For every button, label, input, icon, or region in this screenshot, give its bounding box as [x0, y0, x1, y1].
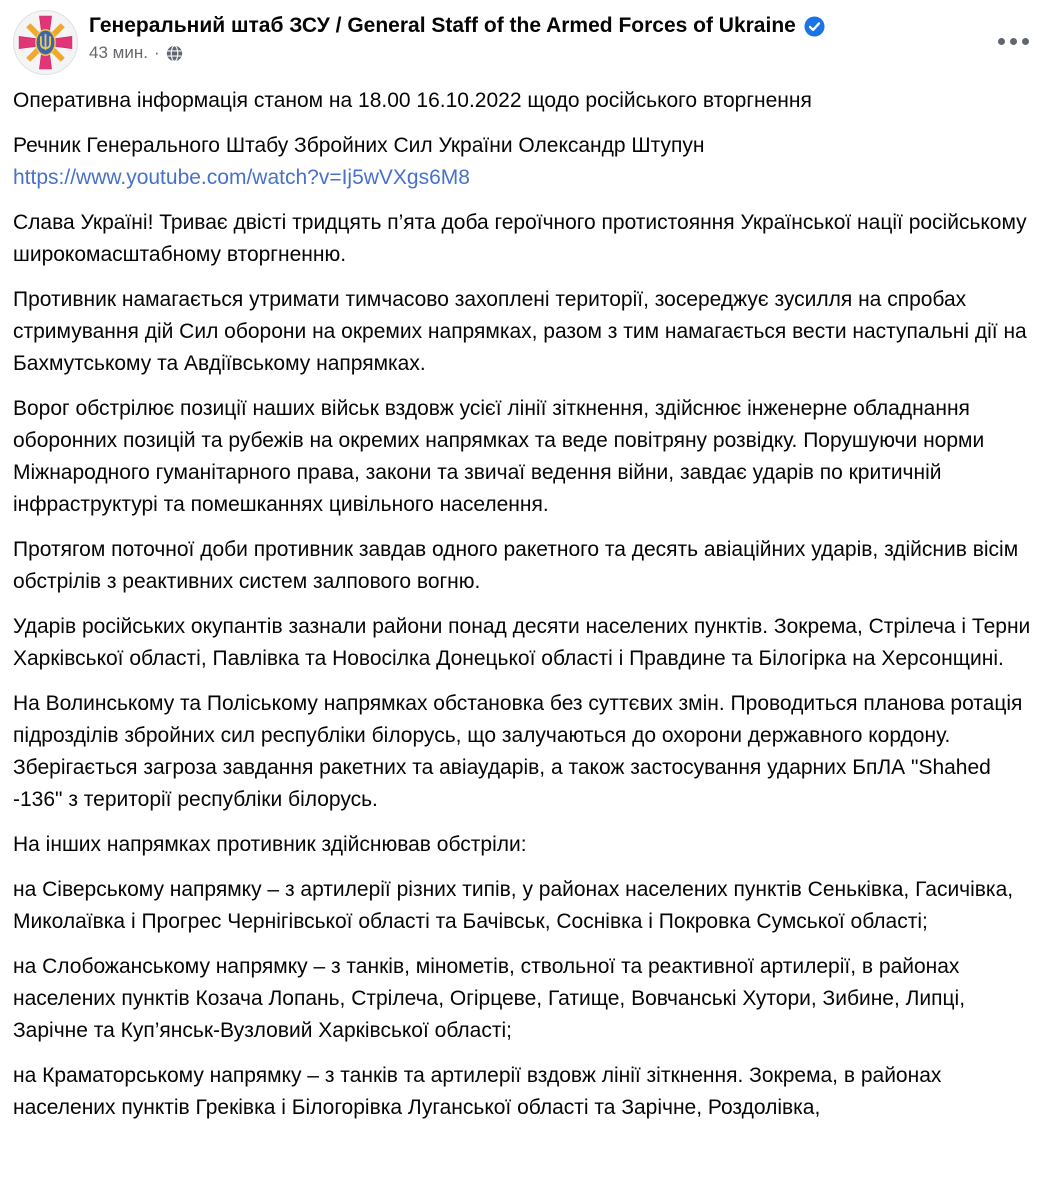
ellipsis-menu-icon [1010, 38, 1017, 45]
paragraph-text: На Волинському та Поліському напрямках обстановка без суттєвих змін. Проводиться планова ротація підрозділів збройних сил республіки білорусь, що залучаються до охорони державного кордону. Зберігається загроза завдання ракетних та авіаударів, а також застосування ударних БпЛА "Shahed -136" з території республіки білорусь. [13, 692, 1023, 811]
youtube-link[interactable]: https://www.youtube.com/watch?v=Ij5wVXgs6M8 [13, 166, 470, 189]
post-paragraph [13, 951, 1043, 1047]
post-paragraph [13, 85, 1043, 117]
post-paragraph [13, 874, 1043, 938]
paragraph-text: на Слобожанському напрямку – з танків, мінометів, ствольної та реактивної артилерії, в районах населених пунктів Козача Лопань, Стрілеча, Огірцеве, Гатище, Вовчанські Хутори, Зибине, Липці, Зарічне та Куп’янськ-Вузловий Харківської області; [13, 955, 966, 1042]
general-staff-emblem-icon [13, 10, 78, 75]
ellipsis-menu-icon [1022, 38, 1029, 45]
post-paragraph [13, 284, 1043, 380]
paragraph-text: Слава Україні! Триває двісті тридцять п’ята доба героїчного протистояння Української нації російському широкомасштабному вторгненню. [13, 211, 1027, 266]
paragraph-text: Речник Генерального Штабу Збройних Сил України Олександр Штупун [13, 134, 705, 157]
paragraph-text: на Сіверському напрямку – з артилерії різних типів, у районах населених пунктів Сеньківка, Гасичівка, Миколаївка і Прогрес Чернігівської області та Бачівськ, Соснівка і Покровка Сумської області; [13, 878, 1014, 933]
post-paragraph [13, 829, 1043, 861]
post-paragraph [13, 207, 1043, 271]
post-meta [89, 43, 825, 63]
timestamp[interactable]: 43 мин. [89, 43, 148, 63]
post-header [0, 0, 1057, 79]
paragraph-text: Ворог обстрілює позиції наших військ вздовж усієї лінії зіткнення, здійснює інженерне обладнання оборонних позицій та рубежів на окремих напрямках та веде повітряну розвідку. Порушуючи норми Міжнародного гуманітарного права, закони та звичаї ведення війни, завдає ударів по критичній інфраструктурі та помешканнях цивільного населення. [13, 397, 985, 516]
post-paragraph [13, 611, 1043, 675]
post-paragraph [13, 130, 1043, 194]
globe-audience-icon [166, 45, 183, 62]
name-row [89, 13, 825, 39]
paragraph-text: Протягом поточної доби противник завдав одного ракетного та десять авіаційних ударів, здійснив вісім обстрілів з реактивних систем залпового вогню. [13, 538, 1019, 593]
meta-separator: · [153, 43, 160, 63]
post-paragraph [13, 1060, 1043, 1124]
page-name[interactable]: Генеральний штаб ЗСУ / General Staff of the Armed Forces of Ukraine [89, 14, 796, 37]
paragraph-text: Ударів російських окупантів зазнали райони понад десяти населених пунктів. Зокрема, Стрілеча і Терни Харківської області, Павлівка та Новосілка Донецької області і Правдине та Білогірка на Херсонщині. [13, 615, 1031, 670]
paragraph-text: Оперативна інформація станом на 18.00 16.10.2022 щодо російського вторгнення [13, 89, 812, 112]
ellipsis-menu-icon [998, 38, 1005, 45]
post-paragraph [13, 393, 1043, 521]
header-text [89, 10, 825, 63]
verified-badge-icon [804, 16, 825, 37]
post-paragraph [13, 688, 1043, 816]
page-avatar[interactable] [13, 10, 78, 75]
post-text [0, 79, 1057, 1124]
paragraph-text: на Краматорському напрямку – з танків та артилерії вздовж лінії зіткнення. Зокрема, в районах населених пунктів Греківка і Білогорівка Луганської області та Зарічне, Роздолівка, [13, 1064, 942, 1119]
post-paragraph [13, 534, 1043, 598]
paragraph-text: Противник намагається утримати тимчасово захоплені території, зосереджує зусилля на спробах стримування дій Сил оборони на окремих напрямках, разом з тим намагається вести наступальні дії на Бахмутському та Авдіївському напрямках. [13, 288, 1027, 375]
paragraph-text: На інших напрямках противник здійснював обстріли: [13, 833, 527, 856]
post-menu-button[interactable] [994, 30, 1033, 53]
